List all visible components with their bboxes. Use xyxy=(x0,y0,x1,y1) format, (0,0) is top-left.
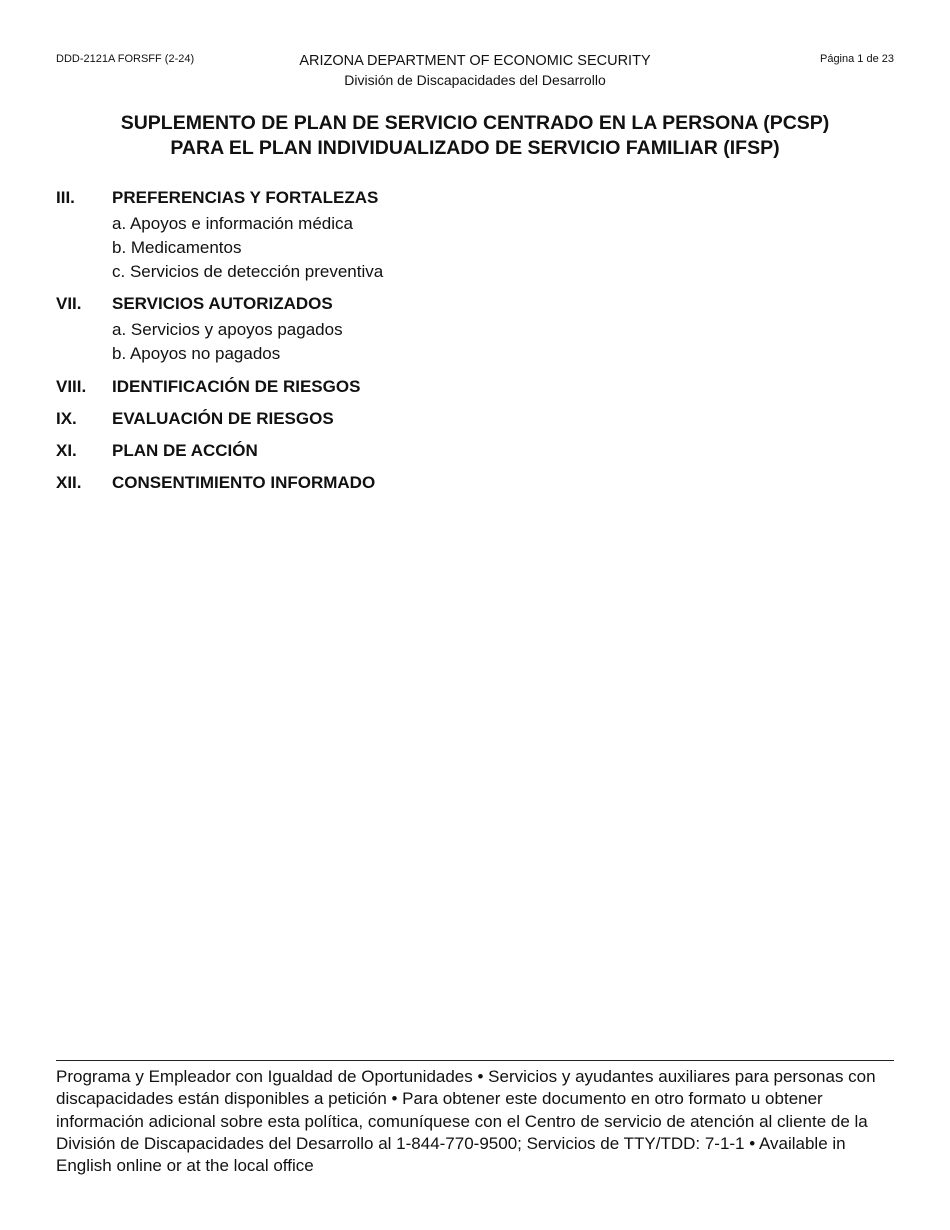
section-heading xyxy=(56,293,896,315)
form-code: DDD-2121A FORSFF (2-24) xyxy=(56,53,195,65)
document-title xyxy=(0,111,950,161)
section-number: III. xyxy=(56,188,75,207)
section-title: SERVICIOS AUTORIZADOS xyxy=(112,294,333,313)
document-title-line-2: PARA EL PLAN INDIVIDUALIZADO DE SERVICIO FAMILIAR (IFSP) xyxy=(170,137,780,159)
section-heading xyxy=(56,472,896,494)
section-heading xyxy=(56,187,896,209)
subsection-item: a. Apoyos e información médica xyxy=(112,214,353,233)
page-number: Página 1 de 23 xyxy=(819,53,894,65)
section-heading xyxy=(56,440,896,462)
division-name: División de Discapacidades del Desarrollo xyxy=(344,72,606,88)
document-title-line-1: SUPLEMENTO DE PLAN DE SERVICIO CENTRADO EN LA PERSONA (PCSP) xyxy=(120,112,830,134)
subsection-list xyxy=(56,318,896,366)
subsection-item: c. Servicios de detección preventiva xyxy=(112,262,384,281)
section-heading xyxy=(56,376,896,398)
footer-divider xyxy=(56,1060,894,1061)
toc-section xyxy=(56,408,896,430)
subsection-item: b. Medicamentos xyxy=(112,238,242,257)
section-number: XII. xyxy=(56,473,82,492)
toc-section xyxy=(56,376,896,398)
agency-name: ARIZONA DEPARTMENT OF ECONOMIC SECURITY xyxy=(299,53,651,69)
subsection-item: b. Apoyos no pagados xyxy=(112,344,281,363)
section-title: EVALUACIÓN DE RIESGOS xyxy=(112,409,334,428)
section-title: IDENTIFICACIÓN DE RIESGOS xyxy=(112,377,361,396)
section-number: XI. xyxy=(56,441,77,460)
subsection-item: a. Servicios y apoyos pagados xyxy=(112,320,343,339)
toc-section xyxy=(56,472,896,494)
section-number: VIII. xyxy=(56,377,87,396)
section-title: PREFERENCIAS Y FORTALEZAS xyxy=(112,188,379,207)
toc-section xyxy=(56,293,896,366)
toc-section xyxy=(56,187,896,284)
table-of-contents xyxy=(56,187,896,494)
toc-section xyxy=(56,440,896,462)
section-title: PLAN DE ACCIÓN xyxy=(112,441,258,460)
section-title: CONSENTIMIENTO INFORMADO xyxy=(112,473,376,492)
section-number: IX. xyxy=(56,409,77,428)
footer-notice: Programa y Empleador con Igualdad de Oportunidades • Servicios y ayudantes auxiliares para personas con discapacidades están disponibles a petición • Para obtener este documento en otro formato u obtener información adicional sobre esta política, comuníquese con el Centro de servicio de atención al cliente de la División de Discapacidades del Desarrollo al 1-844-770-9500; Servicios de TTY/TDD: 7-1-1 • Available in English online or at the local office xyxy=(56,1067,876,1176)
section-number: VII. xyxy=(56,294,82,313)
subsection-list xyxy=(56,212,896,284)
section-heading xyxy=(56,408,896,430)
